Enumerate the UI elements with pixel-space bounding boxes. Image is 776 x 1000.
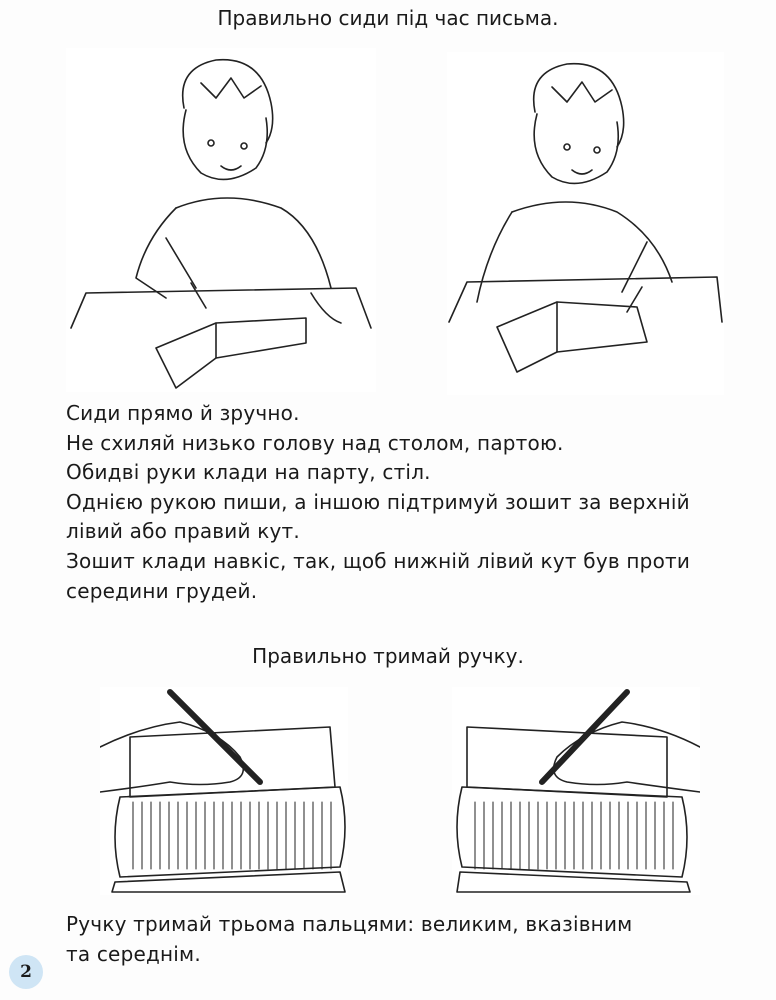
sitting-rules bbox=[66, 399, 690, 606]
rule-line: Ручку тримай трьома пальцями: великим, вказівним bbox=[66, 912, 633, 936]
illustration-boy-writing-right-hand bbox=[66, 48, 376, 392]
rule-line: Обидві руки клади на парту, стіл. bbox=[66, 460, 431, 485]
illustration-hand-holding-pen-left bbox=[100, 687, 348, 895]
illustration-hand-holding-pen-right bbox=[452, 687, 700, 895]
rule-line: Зошит клади навкіс, так, щоб нижній лівий кут був проти bbox=[66, 548, 691, 573]
rule-line: середини грудей. bbox=[66, 578, 258, 603]
section-title-pen-grip: Правильно тримай ручку. bbox=[252, 644, 524, 668]
pen-grip-rules bbox=[66, 910, 632, 969]
rule-line: Однією рукою пиши, а іншою підтримуй зошит за верхній bbox=[66, 489, 690, 514]
rule-line: та середнім. bbox=[66, 941, 201, 966]
rule-line: Сиди прямо й зручно. bbox=[66, 401, 300, 425]
rule-line: лівий або правий кут. bbox=[66, 519, 300, 544]
page-number-badge: 2 bbox=[9, 955, 43, 989]
illustration-boy-writing-left-hand bbox=[447, 52, 724, 395]
rule-line: Не схиляй низько голову над столом, партою. bbox=[66, 430, 564, 455]
section-title-sitting: Правильно сиди під час письма. bbox=[217, 6, 559, 30]
